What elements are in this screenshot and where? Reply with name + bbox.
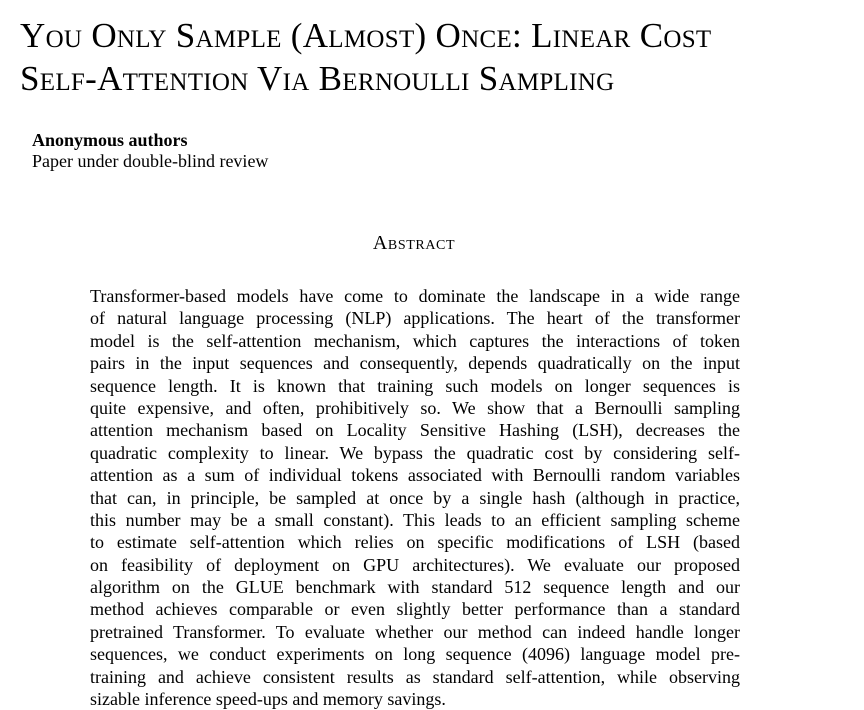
- abstract-line: pairs in the input sequences and consequently, depends quadratically on the input: [90, 353, 740, 374]
- abstract-line: to estimate self-attention which relies on specific modifications of LSH (based: [90, 532, 740, 553]
- abstract-line: on feasibility of deployment on GPU architectures). We evaluate our proposed: [90, 554, 740, 575]
- abstract-line: model is the self-attention mechanism, which captures the interactions of token: [90, 330, 740, 351]
- abstract-line: pretrained Transformer. To evaluate whether our method can indeed handle longer: [90, 621, 740, 642]
- abstract-line: of natural language processing (NLP) applications. The heart of the transformer: [90, 308, 740, 329]
- abstract-line: algorithm on the GLUE benchmark with standard 512 sequence length and our: [90, 577, 740, 598]
- author-affiliation: Paper under double-blind review: [32, 151, 269, 171]
- abstract-line: attention as a sum of individual tokens associated with Bernoulli random variables: [90, 465, 740, 486]
- abstract-line: sequence length. It is known that training such models on longer sequences is: [90, 375, 740, 396]
- abstract-heading: Abstract: [372, 232, 456, 254]
- author-names: Anonymous authors: [32, 130, 188, 150]
- abstract-line: Transformer-based models have come to dominate the landscape in a wide range: [90, 286, 740, 306]
- author-block: [32, 130, 268, 172]
- abstract-line: method achieves comparable or even slightly better performance than a standard: [90, 599, 740, 620]
- paper-title-line-2: Self-Attention Via Bernoulli Sampling: [20, 59, 615, 98]
- abstract-body: [90, 285, 740, 710]
- abstract-line: sequences, we conduct experiments on long sequence (4096) language model pre-: [90, 644, 740, 665]
- abstract-line: this number may be a small constant). This leads to an efficient sampling scheme: [90, 509, 740, 530]
- abstract-line: sizable inference speed-ups and memory savings.: [90, 689, 446, 710]
- abstract-line: attention mechanism based on Locality Sensitive Hashing (LSH), decreases the: [90, 420, 740, 441]
- abstract-line: training and achieve consistent results as standard self-attention, while observing: [90, 666, 740, 687]
- abstract-line: quite expensive, and often, prohibitively so. We show that a Bernoulli sampling: [90, 397, 740, 418]
- paper-title: [20, 14, 850, 100]
- paper-title-line-1: You Only Sample (Almost) Once: Linear Cost: [20, 16, 712, 55]
- abstract-line: that can, in principle, be sampled at once by a single hash (although in practice,: [90, 487, 740, 508]
- abstract-line: quadratic complexity to linear. We bypass the quadratic cost by considering self-: [90, 442, 740, 463]
